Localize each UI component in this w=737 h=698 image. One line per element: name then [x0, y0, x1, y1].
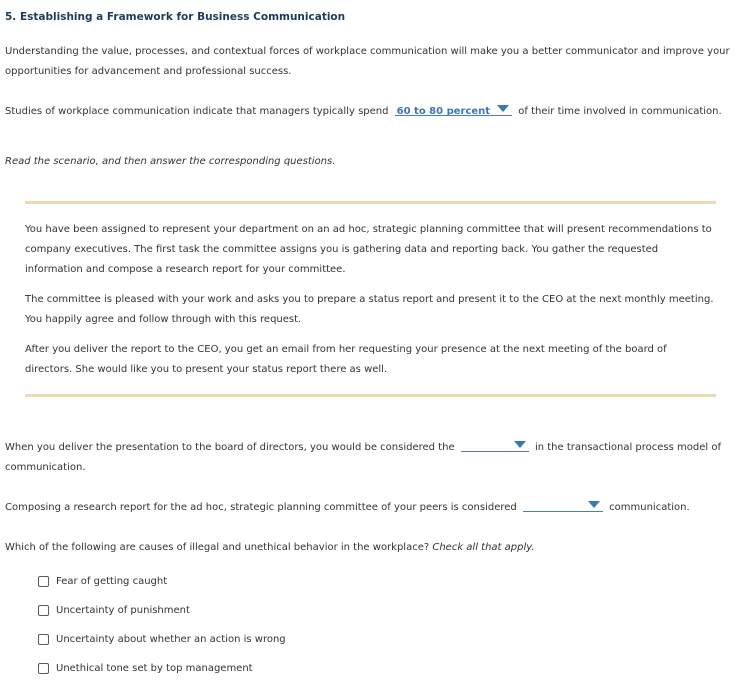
q3-text-after: communication. [609, 502, 690, 513]
checkbox-label: Uncertainty about whether an action is wrong [56, 633, 286, 645]
question-title: 5. Establishing a Framework for Business Communication [5, 11, 346, 23]
q1-text-after: of their time involved in communication. [518, 106, 722, 117]
scenario-bottom-divider [25, 394, 716, 397]
checkbox-option-1[interactable] [38, 573, 167, 589]
checkbox-icon[interactable] [38, 576, 49, 587]
q3-text-before: Composing a research report for the ad hoc, strategic planning committee of your peers is considered [5, 502, 517, 513]
q2-dropdown[interactable] [461, 438, 529, 452]
checkbox-label: Unethical tone set by top management [56, 662, 253, 674]
chevron-down-icon [588, 501, 600, 508]
q1-text-before: Studies of workplace communication indicate that managers typically spend [5, 106, 389, 117]
checkbox-label: Uncertainty of punishment [56, 604, 190, 616]
chevron-down-icon [514, 441, 526, 448]
checkbox-icon[interactable] [38, 663, 49, 674]
scenario-paragraph-3: After you deliver the report to the CEO, you get an email from her requesting your presence at the next meeting of the board of directors. She would like you to present your status report there as well. [25, 344, 667, 375]
q4-prompt [5, 538, 733, 558]
scenario-top-divider [25, 201, 716, 204]
checkbox-option-2[interactable] [38, 602, 190, 618]
q1-dropdown[interactable] [395, 102, 512, 116]
checkbox-icon[interactable] [38, 634, 49, 645]
checkbox-option-3[interactable] [38, 631, 286, 647]
q3-dropdown[interactable] [523, 498, 603, 512]
checkbox-label: Fear of getting caught [56, 575, 168, 587]
q4-prompt-instruction: Check all that apply. [432, 542, 535, 553]
scenario-paragraph-1: You have been assigned to represent your department on an ad hoc, strategic planning committee that will present recommendations to company executives. The first task the committee assigns you is gathering data and reporting back. You gather the requested information and compose a research report for your committee. [25, 224, 712, 275]
intro-text: Understanding the value, processes, and contextual forces of workplace communication will make you a better communicator and improve your opportunities for advancement and professional success. [5, 46, 730, 77]
q2-text-after: in the transactional process model of communication. [5, 442, 721, 473]
checkbox-icon[interactable] [38, 605, 49, 616]
chevron-down-icon [497, 105, 509, 112]
scenario-box [25, 220, 717, 380]
q4-prompt-text: Which of the following are causes of illegal and unethical behavior in the workplace? [5, 542, 430, 553]
checkbox-option-4[interactable] [38, 660, 253, 676]
q1-dropdown-value: 60 to 80 percent [396, 106, 491, 117]
instruction-text: Read the scenario, and then answer the corresponding questions. [5, 156, 336, 167]
q2-text-before: When you deliver the presentation to the board of directors, you would be considered the [5, 442, 455, 453]
q3-sentence [5, 498, 733, 518]
q1-sentence [5, 102, 733, 122]
q2-sentence [5, 438, 733, 478]
scenario-paragraph-2: The committee is pleased with your work and asks you to prepare a status report and present it to the CEO at the next monthly meeting. You happily agree and follow through with this request. [25, 294, 714, 325]
